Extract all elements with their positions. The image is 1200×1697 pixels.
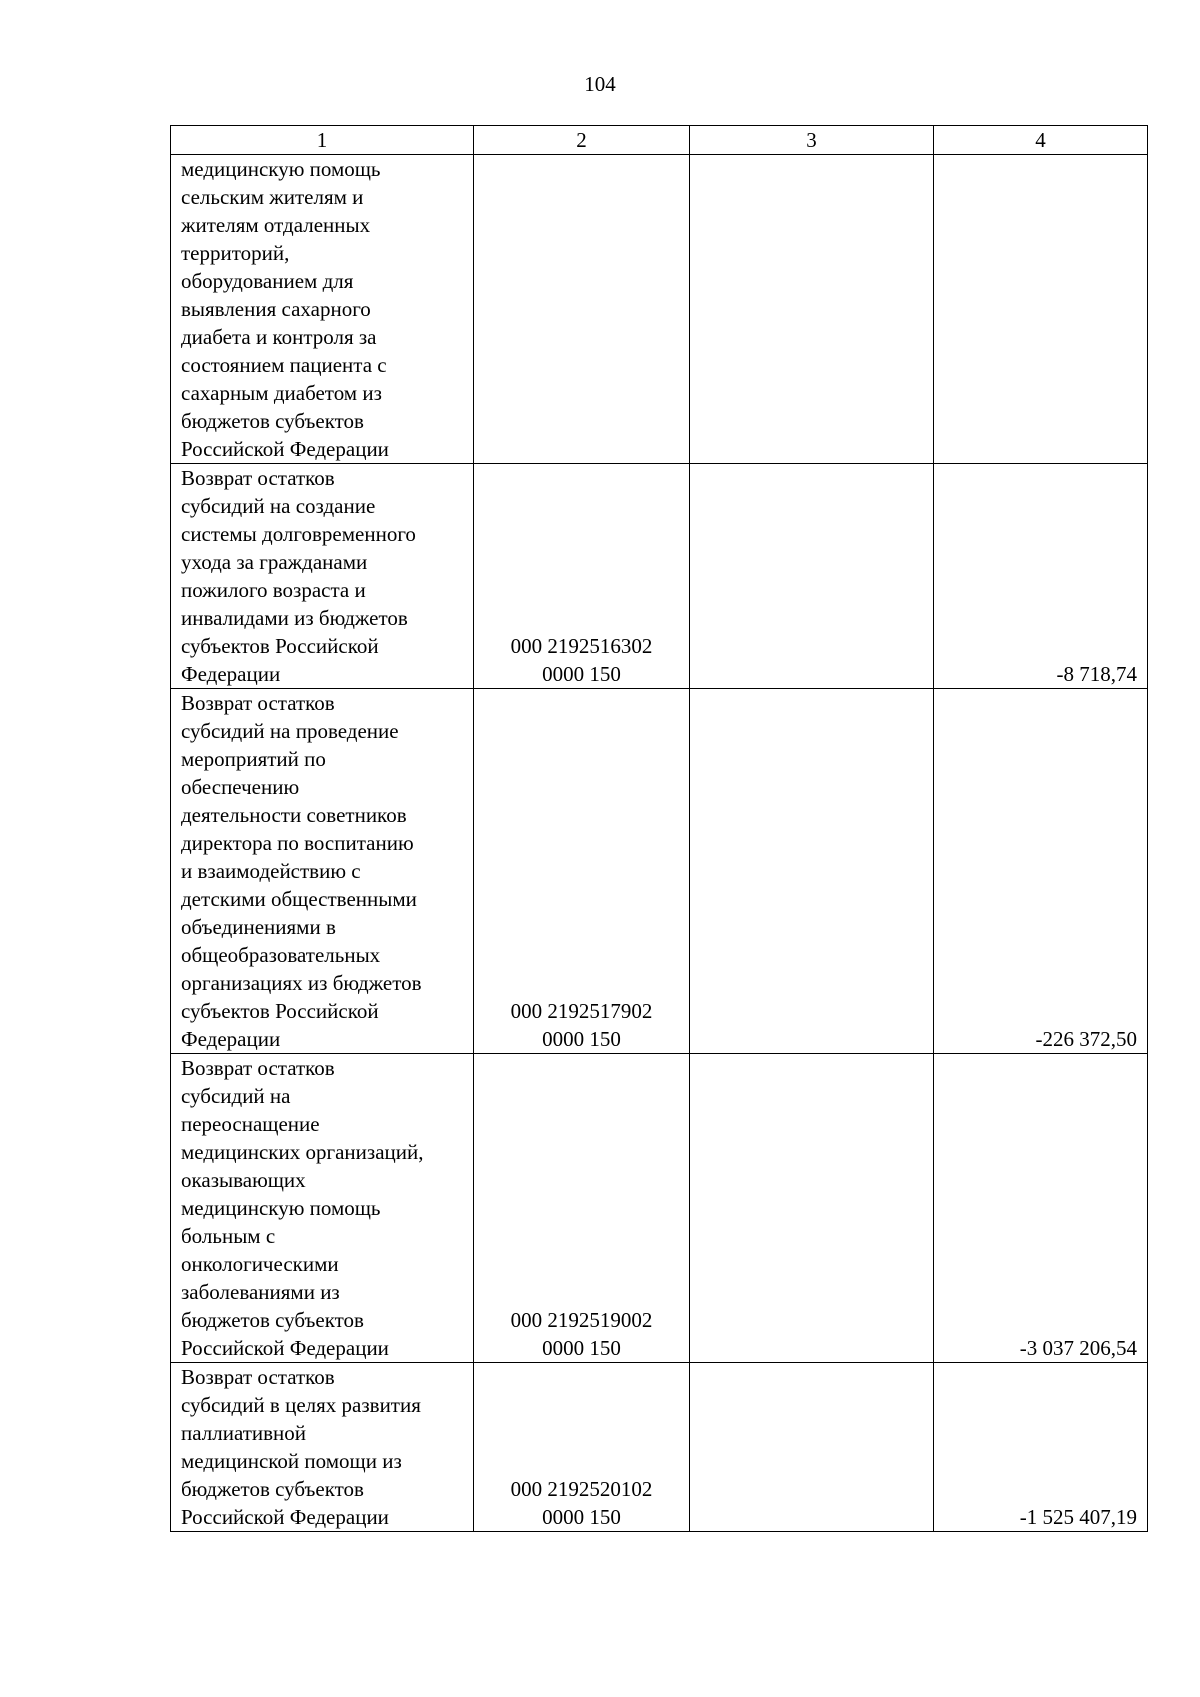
row-name-cell: медицинскую помощь сельским жителям и жителям отдаленных территорий, оборудованием для выявления сахарного диабета и контроля за состоянием пациента с сахарным диабетом из бюджетов субъектов Российской Федерации [171, 155, 474, 464]
row-name-cell: Возврат остатков субсидий в целях развития паллиативной медицинской помощи из бюджетов субъектов Российской Федерации [171, 1363, 474, 1532]
table-header-row [171, 126, 1148, 155]
row-code-cell: 000 2192516302 0000 150 [474, 464, 690, 689]
table-row [171, 464, 1148, 689]
table-row [171, 1054, 1148, 1363]
header-cell-3: 3 [690, 126, 934, 155]
header-cell-1: 1 [171, 126, 474, 155]
row-amount-cell [934, 155, 1148, 464]
row-code-cell: 000 2192519002 0000 150 [474, 1054, 690, 1363]
row-name-cell: Возврат остатков субсидий на проведение мероприятий по обеспечению деятельности советников директора по воспитанию и взаимодействию с детскими общественными объединениями в общеобразовательных организациях из бюджетов субъектов Российской Федерации [171, 689, 474, 1054]
table-row [171, 1363, 1148, 1532]
row-name-cell: Возврат остатков субсидий на создание системы долговременного ухода за гражданами пожилого возраста и инвалидами из бюджетов субъектов Российской Федерации [171, 464, 474, 689]
row-col3-cell [690, 1363, 934, 1532]
row-col3-cell [690, 155, 934, 464]
row-amount-cell: -3 037 206,54 [934, 1054, 1148, 1363]
row-col3-cell [690, 689, 934, 1054]
budget-table [170, 125, 1148, 1532]
row-name-cell: Возврат остатков субсидий на переоснащение медицинских организаций, оказывающих медицинскую помощь больным с онкологическими заболеваниями из бюджетов субъектов Российской Федерации [171, 1054, 474, 1363]
row-code-cell: 000 2192517902 0000 150 [474, 689, 690, 1054]
header-cell-2: 2 [474, 126, 690, 155]
row-col3-cell [690, 1054, 934, 1363]
table-row [171, 155, 1148, 464]
row-code-cell [474, 155, 690, 464]
table-row [171, 689, 1148, 1054]
header-cell-4: 4 [934, 126, 1148, 155]
row-code-cell: 000 2192520102 0000 150 [474, 1363, 690, 1532]
row-amount-cell: -8 718,74 [934, 464, 1148, 689]
row-amount-cell: -226 372,50 [934, 689, 1148, 1054]
row-amount-cell: -1 525 407,19 [934, 1363, 1148, 1532]
row-col3-cell [690, 464, 934, 689]
page-number: 104 [584, 72, 616, 96]
